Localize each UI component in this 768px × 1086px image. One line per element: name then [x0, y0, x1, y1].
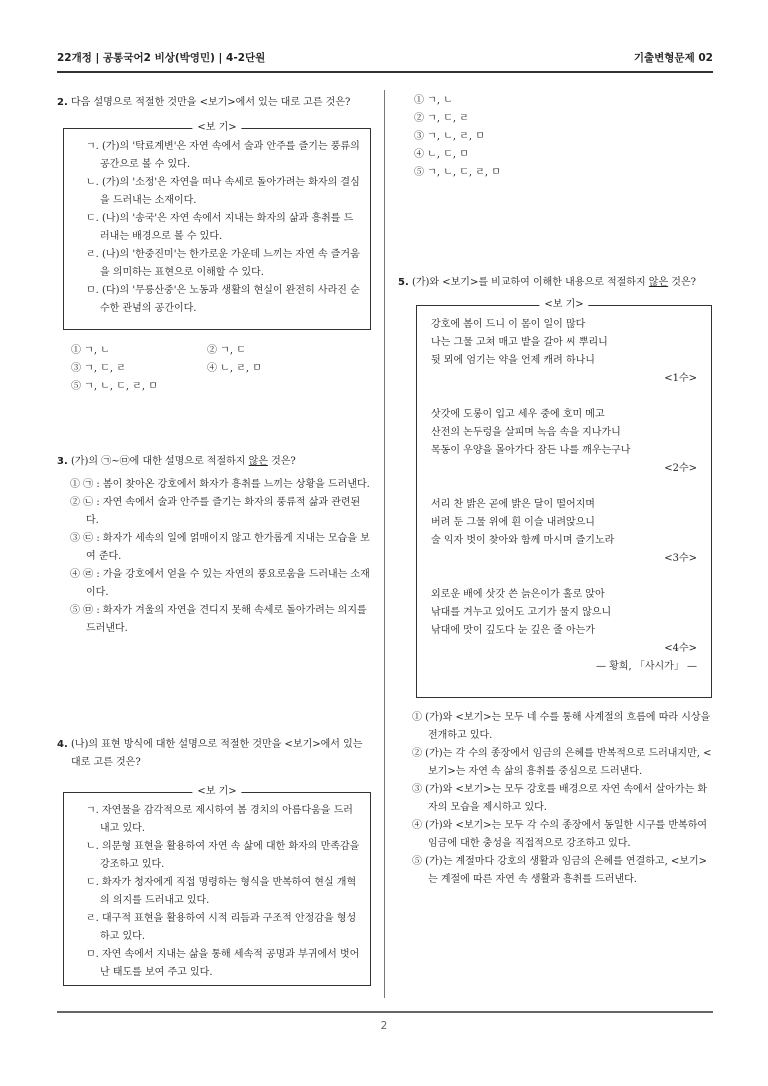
option[interactable]: ⑤ ㄱ, ㄴ, ㄷ, ㄹ, ㅁ	[414, 167, 501, 178]
column-divider	[384, 90, 385, 998]
q2-options	[71, 342, 371, 396]
option[interactable]: ② ㄱ, ㄷ, ㄹ	[414, 113, 469, 124]
poem-line: 낚대에 맛이 깊도다 눈 깊은 줄 아는가	[431, 625, 595, 636]
question-3	[57, 453, 375, 471]
question-stem-post: 것은?	[267, 456, 296, 467]
question-stem-underlined: 않은	[648, 277, 669, 288]
question-number: 5.	[398, 277, 409, 288]
option[interactable]: ③ ㄱ, ㄴ, ㄹ, ㅁ	[414, 131, 485, 142]
stanza-tag: <1수>	[664, 373, 697, 384]
header-course: 22개정 | 공통국어2 비상(박영민) | 4-2단원	[57, 51, 266, 64]
option[interactable]: ① ㉠ : 봄이 찾아온 강호에서 화자가 흥취를 느끼는 상황을 드러낸다.	[70, 479, 370, 490]
stanza-tag: <2수>	[664, 463, 697, 474]
question-stem-post: 것은?	[668, 277, 696, 288]
header-title: 기출변형문제 02	[633, 51, 713, 64]
option[interactable]: ④ ㄴ, ㄹ, ㅁ	[207, 363, 262, 374]
question-5	[398, 274, 716, 292]
poem-line: 술 익자 벗이 찾아와 함께 마시며 즐기노라	[431, 535, 615, 546]
bogi-box-q2	[63, 122, 371, 330]
poem-line: 삿갓에 도롱이 입고 세우 중에 호미 메고	[431, 409, 605, 420]
option[interactable]: ⑤ ㄱ, ㄴ, ㄷ, ㄹ, ㅁ	[71, 381, 158, 392]
question-stem-pre: (가)와 <보기>를 비교하여 이해한 내용으로 적절하지	[411, 277, 649, 288]
option[interactable]: ③ ㉢ : 화자가 세속의 일에 얽매이지 않고 한가롭게 지내는 모습을 보여 준다.	[70, 533, 370, 562]
q5-options	[412, 709, 714, 889]
footer-rule	[57, 1011, 713, 1013]
poem-line: 목동이 우양을 몰아가다 잠든 나를 깨우는구나	[431, 445, 631, 456]
question-stem: (나)의 표현 방식에 대한 설명으로 적절한 것만을 <보기>에서 있는 대로 고른 것은?	[70, 739, 363, 768]
option[interactable]: ④ ㄴ, ㄷ, ㅁ	[414, 149, 469, 160]
page-number: 2	[380, 1020, 388, 1032]
option[interactable]: ③ ㄱ, ㄷ, ㄹ	[71, 363, 126, 374]
poem-source: — 황희, 「사시가」 —	[595, 661, 697, 672]
q4-options	[414, 92, 714, 182]
stanza-tag: <3수>	[664, 553, 697, 564]
option[interactable]: ④ ㉣ : 가을 강호에서 얻을 수 있는 자연의 풍요로움을 드러내는 소재이다.	[70, 569, 370, 598]
poem-line: 낚대를 겨누고 있어도 고기가 물지 않으니	[431, 607, 612, 618]
bogi-item: ㅁ. 자연 속에서 지내는 삶을 통해 세속적 공명과 부귀에서 벗어난 태도를 보여 주고 있다.	[86, 949, 360, 978]
option[interactable]: ⑤ ㉤ : 화자가 겨울의 자연을 견디지 못해 속세로 돌아가려는 의지를 드러낸다.	[70, 605, 367, 634]
poem-line: 산전의 논두렁을 살피며 녹음 속을 지나가니	[431, 427, 621, 438]
question-number: 3.	[57, 456, 68, 467]
bogi-item: ㄱ. (가)의 '탁료계변'은 자연 속에서 술과 안주를 즐기는 풍류의 공간으로 볼 수 있다.	[86, 141, 360, 170]
option[interactable]: ② (가)는 각 수의 종장에서 임금의 은혜를 반복적으로 드러내지만, <보기>는 자연 속 삶의 흥취를 중심으로 드러낸다.	[412, 748, 712, 777]
poem-line: 강호에 봄이 드니 이 몸이 일이 많다	[431, 319, 586, 330]
bogi-item: ㅁ. (다)의 '무릉산중'은 노동과 생활의 현실이 완전히 사라진 순수한 관념의 공간이다.	[86, 285, 360, 314]
option[interactable]: ③ (가)와 <보기>는 모두 강호를 배경으로 자연 속에서 살아가는 화자의 모습을 제시하고 있다.	[412, 784, 708, 813]
question-2	[57, 94, 375, 112]
option[interactable]: ④ (가)와 <보기>는 모두 각 수의 종장에서 동일한 시구를 반복하여 임금에 대한 충성을 직접적으로 강조하고 있다.	[412, 820, 708, 849]
bogi-box-q4	[63, 786, 371, 986]
bogi-label: <보 기>	[539, 297, 588, 313]
bogi-item: ㄷ. (나)의 '송국'은 자연 속에서 지내는 화자의 삶과 흥취를 드러내는 배경으로 볼 수 있다.	[86, 213, 354, 242]
question-number: 2.	[57, 97, 68, 108]
option[interactable]: ⑤ (가)는 계절마다 강호의 생활과 임금의 은혜를 연결하고, <보기>는 계절에 따른 자연 속 생활과 흥취를 드러낸다.	[412, 856, 708, 885]
question-stem-underlined: 않은	[248, 456, 268, 467]
bogi-item: ㄴ. (가)의 '소정'은 자연을 떠나 속세로 돌아가려는 화자의 결심을 드러내는 소재이다.	[86, 177, 360, 206]
option[interactable]: ② ㉡ : 자연 속에서 술과 안주를 즐기는 화자의 풍류적 삶과 관련된다.	[70, 497, 361, 526]
bogi-item: ㄴ. 의문형 표현을 활용하여 자연 속 삶에 대한 화자의 만족감을 강조하고 있다.	[86, 841, 360, 870]
bogi-label: <보 기>	[192, 784, 241, 800]
poem-line: 외로운 배에 삿갓 쓴 늙은이가 홀로 앉아	[431, 589, 605, 600]
question-stem-pre: (가)의 ㉠~㉤에 대한 설명으로 적절하지	[70, 456, 249, 467]
stanza-tag: <4수>	[664, 643, 697, 654]
question-stem: 다음 설명으로 적절한 것만을 <보기>에서 있는 대로 고른 것은?	[70, 97, 351, 108]
page-header	[57, 46, 713, 68]
poem-line: 서리 찬 밝은 곧에 밝은 달이 떨어지며	[431, 499, 595, 510]
question-4	[57, 736, 375, 772]
option[interactable]: ① (가)와 <보기>는 모두 네 수를 통해 사계절의 흐름에 따라 시상을 전개하고 있다.	[412, 712, 711, 741]
question-number: 4.	[57, 739, 68, 750]
option[interactable]: ① ㄱ, ㄴ	[71, 345, 110, 356]
bogi-item: ㄷ. 화자가 청자에게 직접 명령하는 형식을 반복하여 현실 개혁의 의지를 드러내고 있다.	[86, 877, 357, 906]
bogi-item: ㄹ. 대구적 표현을 활용하여 시적 리듬과 구조적 안정감을 형성하고 있다.	[86, 913, 357, 942]
option[interactable]: ② ㄱ, ㄷ	[207, 345, 246, 356]
header-rule	[57, 71, 713, 73]
bogi-item: ㄱ. 자연물을 감각적으로 제시하여 봄 경치의 아름다움을 드러내고 있다.	[86, 805, 353, 834]
poem-line: 나는 그물 고쳐 매고 밭을 갈아 씨 뿌리니	[431, 337, 608, 348]
option[interactable]: ① ㄱ, ㄴ	[414, 95, 453, 106]
bogi-label: <보 기>	[192, 120, 241, 136]
bogi-box-q5	[416, 299, 712, 698]
poem-line: 버려 둔 그물 위에 흰 이슬 내려앉으니	[431, 517, 595, 528]
poem-line: 뒷 뫼에 엄기는 약을 언제 캐려 하나니	[431, 355, 595, 366]
bogi-item: ㄹ. (나)의 '한중진미'는 한가로운 가운데 느끼는 자연 속 즐거움을 의미하는 표현으로 이해할 수 있다.	[86, 249, 360, 278]
q3-options	[70, 476, 372, 638]
